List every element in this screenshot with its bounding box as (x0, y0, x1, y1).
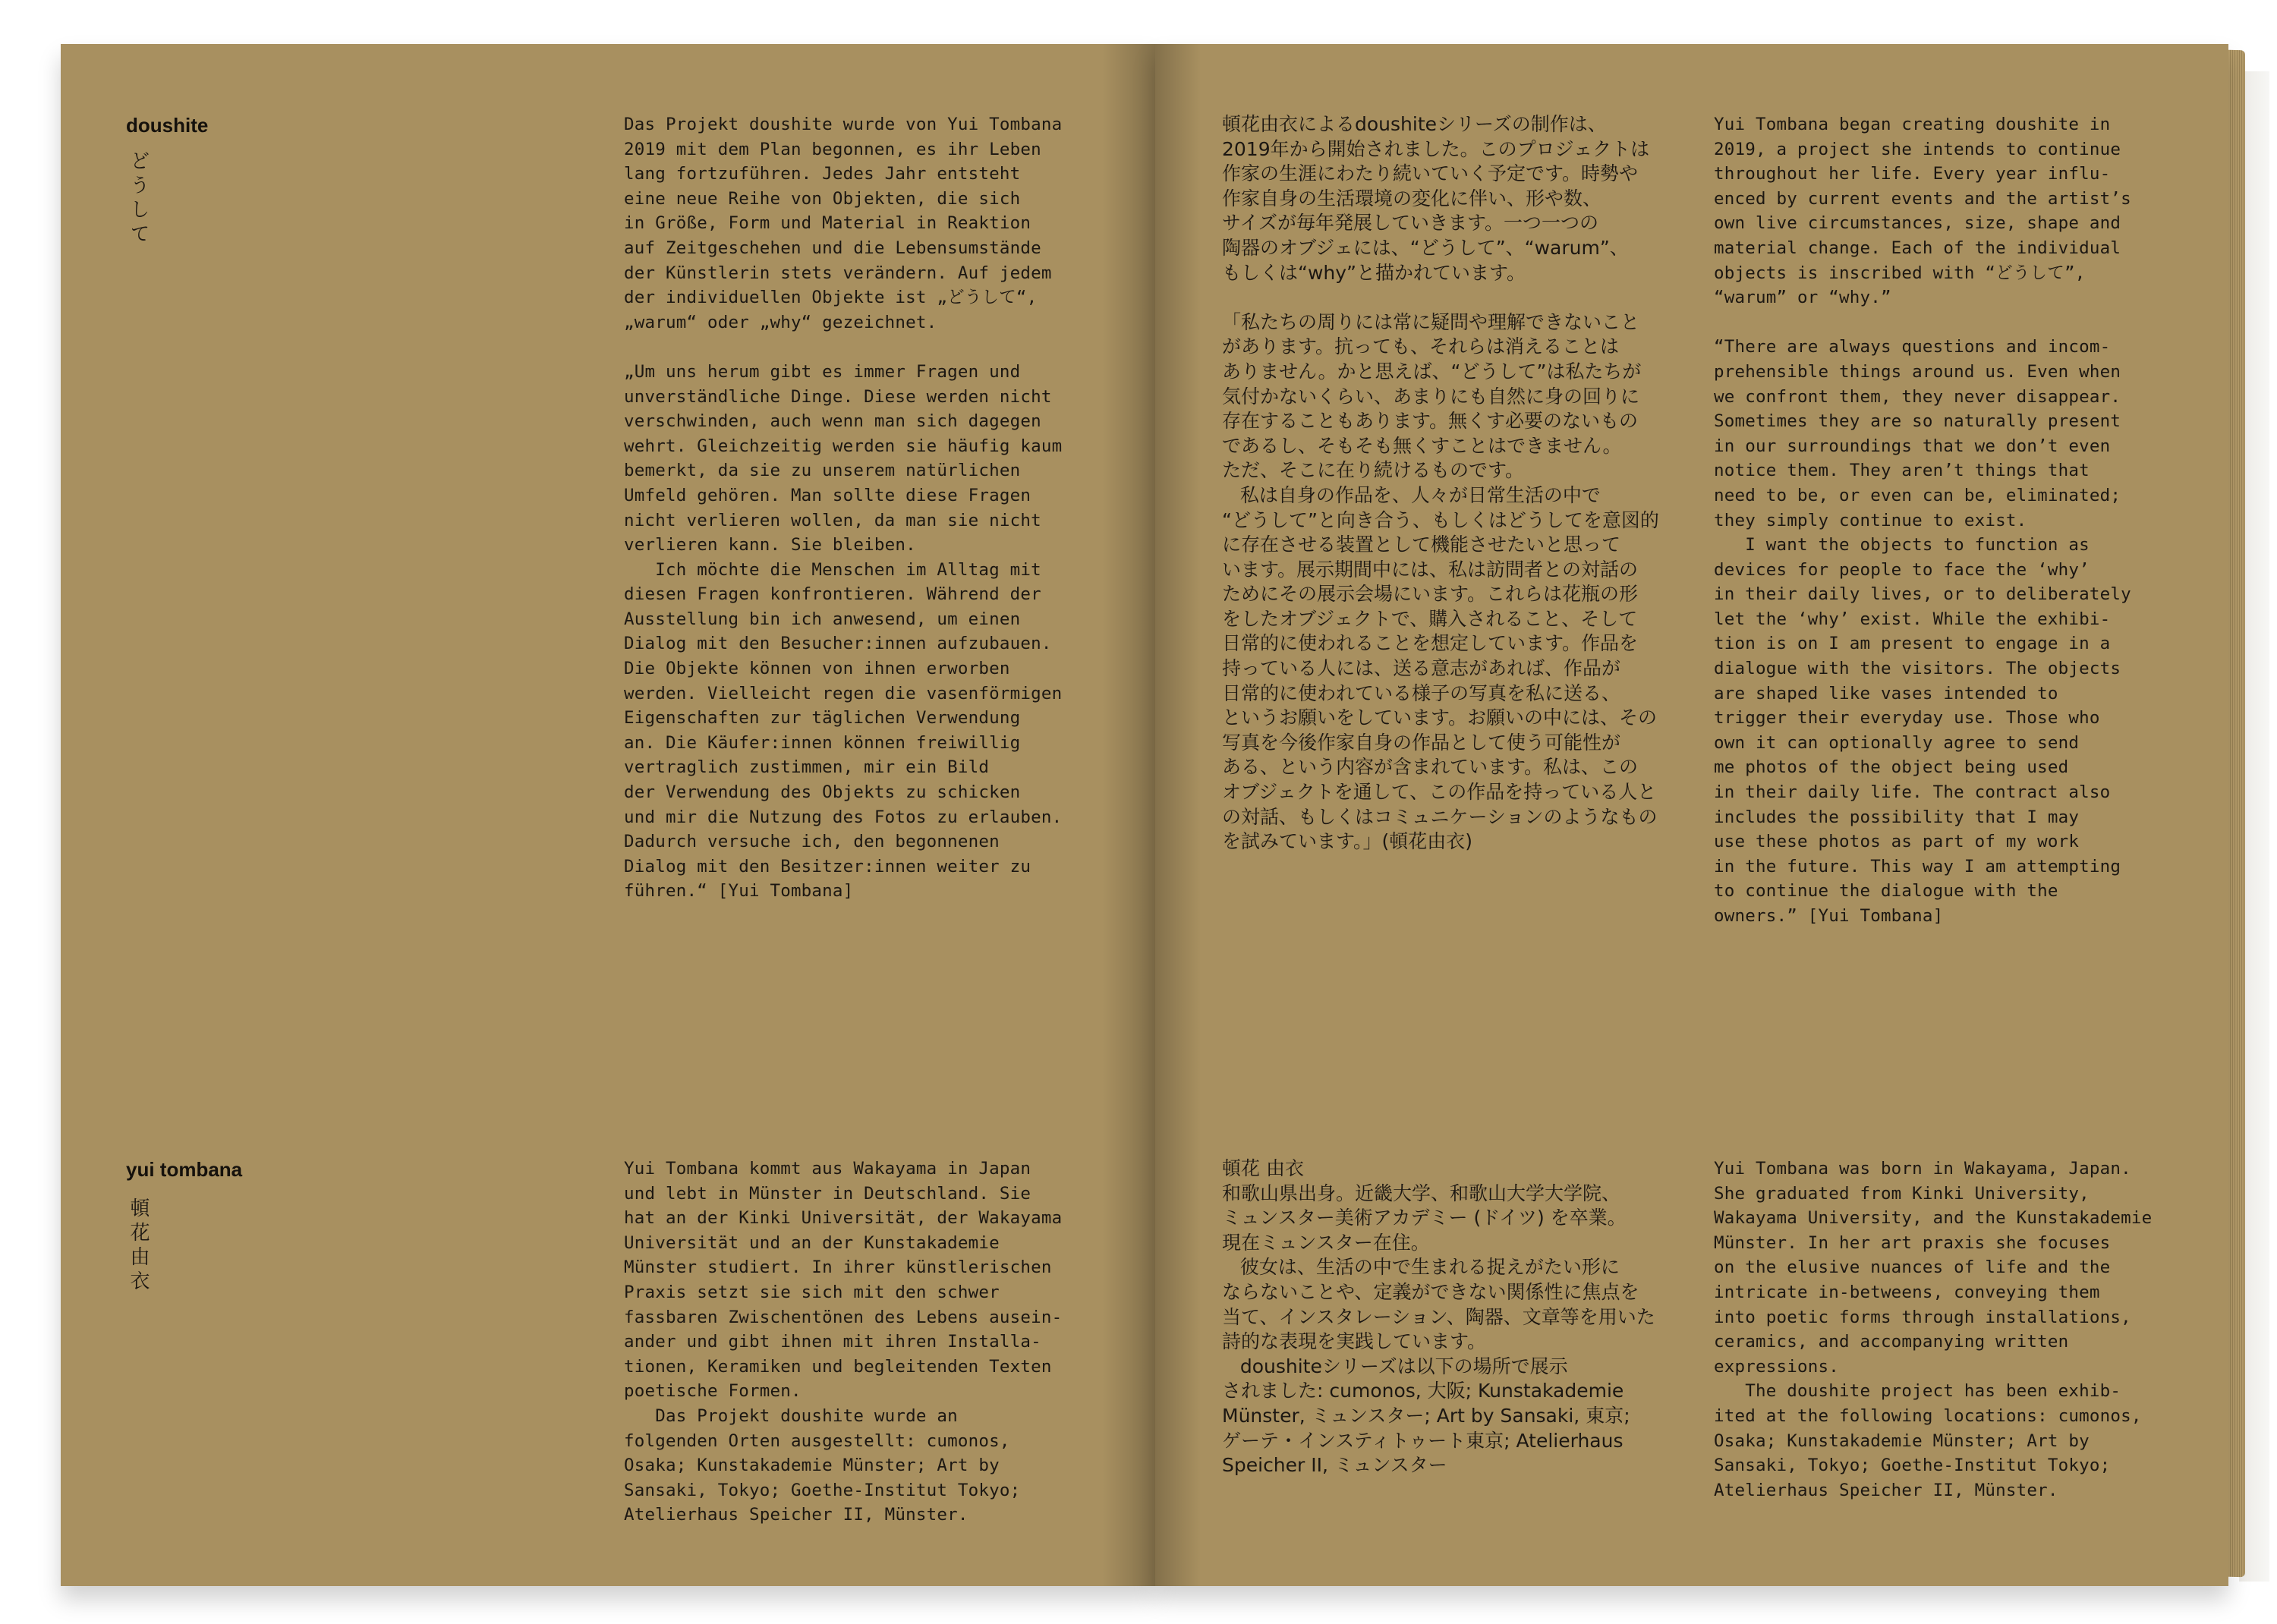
english-text-doushite: Yui Tombana began creating doushite in 2019, a project she intends to continue throughout her life. Every year influ- enced by current events and the artist’s own live circumstances, size, shape and material change. Each of the individual objects is inscribed with “どうして”, “warum” or “why.” “There are always questions and incom- prehensible things around us. Even when we confront them, they never disappear. Sometimes they are so naturally present in our surroundings that we don’t even notice them. They aren’t things that need to be, or even can be, eliminated; they simply continue to exist. I want the objects to function as devices for people to face the ‘why’ in their daily lives, or to deliberately let the ‘why’ exist. While the exhibi- tion is on I am present to engage in a dialogue with the visitors. The objects are shaped like vases intended to trigger their everyday use. Those who own it can optionally agree to send me photos of the object being used in their daily life. The contract also includes the possibility that I may use these photos as part of my work in the future. This way I am attempting to continue the dialogue with the owners.” [Yui Tombana] (1714, 115, 2131, 926)
german-text-doushite: Das Projekt doushite wurde von Yui Tombana 2019 mit dem Plan begonnen, es ihr Leben lang fortzuführen. Jedes Jahr entsteht eine neue Reihe von Objekten, die sich in Größe, Form und Material in Reaktion auf Zeitgeschehen und die Lebensumstände der Künstlerin stets verändern. Auf jedem der individuellen Objekte ist „どうして“, „warum“ oder „why“ gezeichnet. „Um uns herum gibt es immer Fragen und unverständliche Dinge. Diese werden nicht verschwinden, auch wenn man sich dagegen wehrt. Gleichzeitig werden sie häufig kaum bemerkt, da sie zu unserem natürlichen Umfeld gehören. Man sollte diese Fragen nicht verlieren wollen, da man sie nicht verlieren kann. Sie bleiben. Ich möchte die Menschen im Alltag mit diesen Fragen konfrontieren. Während der Ausstellung bin ich anwesend, um einen Dialog mit den Besucher:innen aufzubauen. Die Objekte können von ihnen erworben werden. Vielleicht regen die vasenförmigen Eigenschaften zur täglichen Verwendung an. Die Käufer:innen können freiwillig vertraglich zustimmen, mir ein Bild der Verwendung des Objekts zu schicken und mir die Nutzung des Fotos zu erlauben. Dadurch versuche ich, den begonnenen Dialog mit den Besitzer:innen weiter zu führen.“ [Yui Tombana] (624, 115, 1063, 902)
japanese-text-biography: 頓花 由衣 和歌山県出身。近畿大学、和歌山大学大学院、 ミュンスター美術アカデミー (ドイツ) を卒業。 現在ミュンスター在住。 彼女は、生活の中で生まれる捉えがたい形に ならないことや、定義ができない関係性に焦点を 当て、インスタレーション、陶器、文章等を用いた 詩的な表現を実践しています。 doushiteシリーズは以下の場所で展示 されました: cumonos, 大阪; Kunstakademie Münster, ミュンスター; Art by Sansaki, 東京; ゲーテ・インスティトゥート東京; Atelierhaus Speicher II, ミュンスター (1222, 1157, 1655, 1477)
heading-doushite: doushite (126, 114, 209, 137)
open-booklet (61, 44, 2228, 1586)
right-page (1155, 44, 2228, 1586)
gutter-shadow-right (1155, 44, 1201, 1586)
english-text-biography: Yui Tombana was born in Wakayama, Japan. She graduated from Kinki University, Wakayama University, and the Kunstakademie Münster. In her art praxis she focuses on the elusive nuances of life and the intricate in-betweens, conveying them into poetic forms through installations, ceramics, and accompanying written expressions. The doushite project has been exhib- ited at the following locations: cumonos, Osaka; Kunstakademie Münster; Art by Sansaki, Tokyo; Goethe-Institut Tokyo; Atelierhaus Speicher II, Münster. (1714, 1159, 2153, 1500)
german-text-biography: Yui Tombana kommt aus Wakayama in Japan und lebt in Münster in Deutschland. Sie hat an der Kinki Universität, der Wakayama Universität und an der Kunstakademie Münster studiert. In ihrer künstlerischen Praxis setzt sie sich mit den schwer fassbaren Zwischentönen des Lebens ausein- ander und gibt ihnen mit ihren Installa- tionen, Keramiken und begleitenden Texten poetische Formen. Das Projekt doushite wurde an folgenden Orten ausgestellt: cumonos, Osaka; Kunstakademie Münster; Art by Sansaki, Tokyo; Goethe-Institut Tokyo; Atelierhaus Speicher II, Münster. (624, 1159, 1063, 1525)
heading-yui-tombana: yui tombana (126, 1158, 243, 1181)
japanese-text-doushite: 頓花由衣によるdoushiteシリーズの制作は、 2019年から開始されました。このプロジェクトは 作家の生涯にわたり続いていく予定です。時勢や 作家自身の生活環境の変化に伴い、形や数、 サイズが毎年発展していきます。一つ一つの 陶器のオブジェには、“どうして”、“warum”、 もしくは“why”と描かれています。 「私たちの周りには常に疑問や理解できないこと があります。抗っても、それらは消えることは ありません。かと思えば、“どうして”は私たちが 気付かないくらい、あまりにも自然に身の回りに 存在することもあります。無くす必要のないもの であるし、そもそも無くすことはできません。 ただ、そこに在り続けるものです。 私は自身の作品を、人々が日常生活の中で “どうして”と向き合う、もしくはどうしてを意図的 に存在させる装置として機能させたいと思って います。展示期間中には、私は訪問者との対話の ためにその展示会場にいます。これらは花瓶の形 をしたオブジェクトで、購入されること、そして 日常的に使われることを想定しています。作品を 持っている人には、送る意志があれば、作品が 日常的に使われている様子の写真を私に送る、 というお願いをしています。お願いの中には、その 写真を今後作家自身の作品として使う可能性が ある、という内容が含まれています。私は、この オブジェクトを通して、この作品を持っている人と の対話、もしくはコミュニケーションのようなもの を試みています。」(頓花由衣) (1222, 113, 1659, 853)
left-page (61, 44, 1155, 1586)
vertical-japanese-doushite: どうして (127, 150, 150, 247)
page-edge-stack (2228, 50, 2245, 1577)
gutter-shadow-left (1102, 44, 1155, 1586)
vertical-japanese-name: 頓花由衣 (127, 1198, 150, 1295)
